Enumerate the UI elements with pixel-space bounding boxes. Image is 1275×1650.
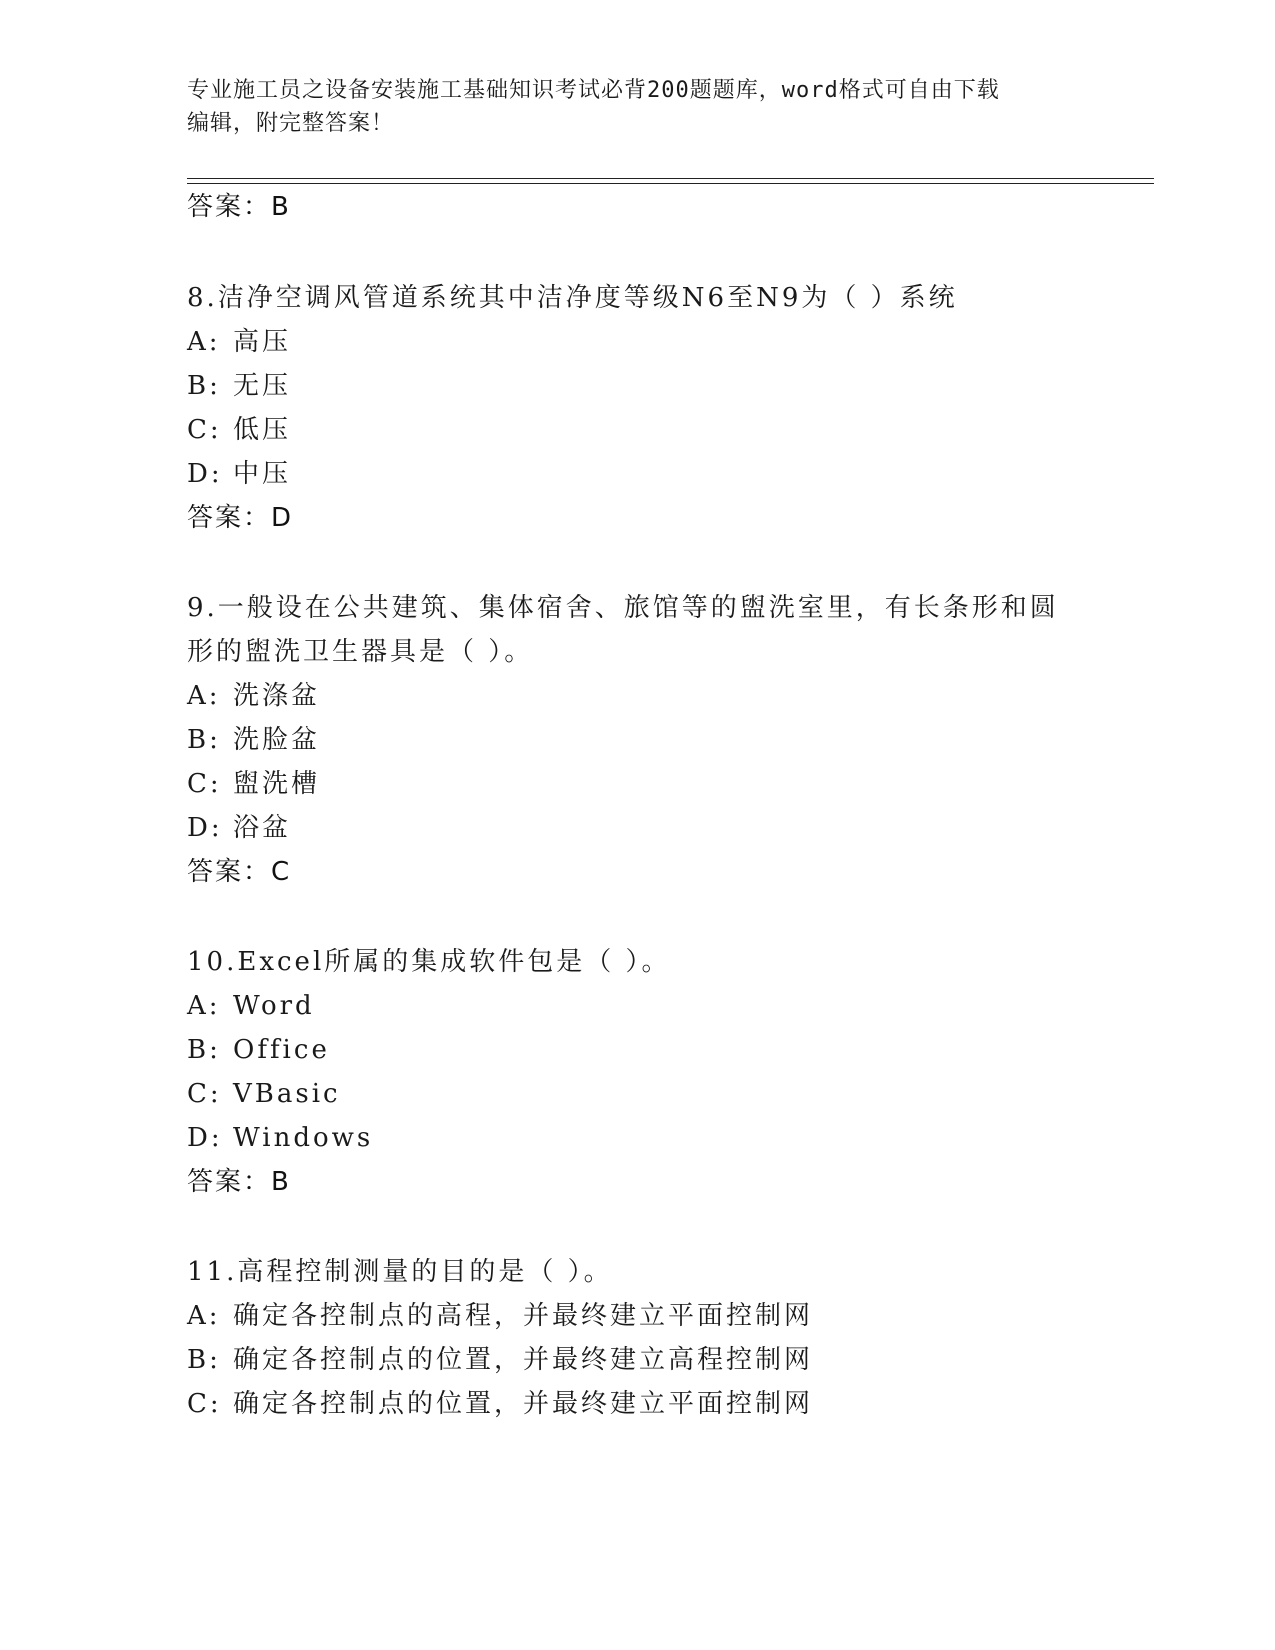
option-text: 高压 xyxy=(233,327,292,357)
document-header xyxy=(187,74,1067,140)
option-label: D: xyxy=(187,813,223,843)
option-text: Office xyxy=(233,1035,330,1065)
option-label: B: xyxy=(187,371,221,401)
question-8-option-a xyxy=(187,325,291,359)
question-8-option-c xyxy=(187,413,291,447)
option-text: 确定各控制点的位置，并最终建立高程控制网 xyxy=(233,1345,814,1375)
option-label: A: xyxy=(187,681,221,711)
option-label: C: xyxy=(187,1389,222,1419)
option-text: Word xyxy=(233,991,315,1021)
question-11-option-b xyxy=(187,1343,813,1377)
option-text: 盥洗槽 xyxy=(233,769,321,799)
question-10-option-a xyxy=(187,989,315,1023)
question-9-option-c xyxy=(187,767,320,801)
option-text: 低压 xyxy=(233,415,292,445)
question-9-answer: 答案：C xyxy=(187,857,292,887)
option-text: VBasic xyxy=(233,1079,341,1109)
question-11-option-c xyxy=(187,1387,813,1421)
question-10-option-c xyxy=(187,1077,341,1111)
option-text: 洗涤盆 xyxy=(233,681,321,711)
question-8-answer: 答案：D xyxy=(187,503,294,533)
option-text: 浴盆 xyxy=(233,813,292,843)
option-text: 洗脸盆 xyxy=(233,725,321,755)
option-label: A: xyxy=(187,1301,221,1331)
question-9-stem-line-1: 9.一般设在公共建筑、集体宿舍、旅馆等的盥洗室里，有长条形和圆 xyxy=(187,593,1059,623)
header-divider-bottom xyxy=(187,183,1154,184)
option-label: B: xyxy=(187,1345,221,1375)
option-label: C: xyxy=(187,415,222,445)
question-8-option-b xyxy=(187,369,291,403)
question-11-stem: 11.高程控制测量的目的是（ ）。 xyxy=(187,1257,613,1287)
question-11-option-a xyxy=(187,1299,813,1333)
option-text: 确定各控制点的高程，并最终建立平面控制网 xyxy=(233,1301,814,1331)
header-divider-top xyxy=(187,178,1154,179)
question-8-option-d xyxy=(187,457,291,491)
answer-prev: 答案：B xyxy=(187,192,291,222)
option-label: C: xyxy=(187,1079,222,1109)
option-label: D: xyxy=(187,1123,223,1153)
option-text: 中压 xyxy=(233,459,292,489)
question-9-option-a xyxy=(187,679,320,713)
question-10-stem: 10.Excel所属的集成软件包是（ ）。 xyxy=(187,947,671,977)
option-label: A: xyxy=(187,327,221,357)
header-line-1: 专业施工员之设备安装施工基础知识考试必背200题题库，word格式可自由下载 xyxy=(187,78,1000,103)
question-9-option-b xyxy=(187,723,320,757)
question-8-stem: 8.洁净空调风管道系统其中洁净度等级N6至N9为（ ）系统 xyxy=(187,283,958,313)
question-9-option-d xyxy=(187,811,291,845)
option-label: D: xyxy=(187,459,223,489)
question-10-answer: 答案：B xyxy=(187,1167,291,1197)
option-text: 无压 xyxy=(233,371,292,401)
option-label: B: xyxy=(187,1035,221,1065)
option-text: Windows xyxy=(233,1123,374,1153)
question-10-option-b xyxy=(187,1033,330,1067)
question-9-stem-line-2: 形的盥洗卫生器具是（ ）。 xyxy=(187,637,534,667)
option-text: 确定各控制点的位置，并最终建立平面控制网 xyxy=(233,1389,814,1419)
question-10-option-d xyxy=(187,1121,373,1155)
option-label: A: xyxy=(187,991,221,1021)
header-line-2: 编辑，附完整答案！ xyxy=(187,111,395,136)
option-label: B: xyxy=(187,725,221,755)
option-label: C: xyxy=(187,769,222,799)
